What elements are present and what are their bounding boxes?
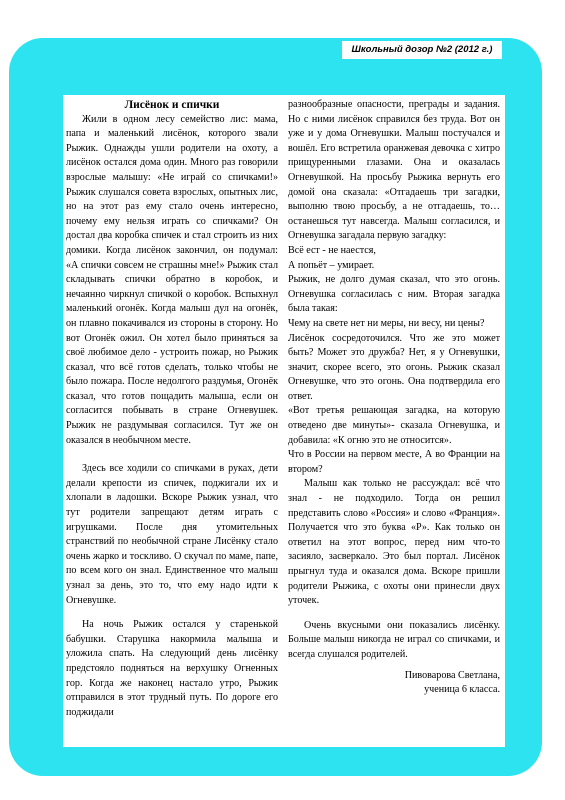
paragraph: Лисёнок сосредоточился. Что же это может быть? Может это дружба? Нет, я у Огневушки, значит, скорее всего, это огонь. Рыжик сказал Огневушке, что это огонь. Она подтвердила его ответ.	[288, 332, 500, 402]
paragraph: разнообразные опасности, преграды и задания. Но с ними лисёнок справился без труда. Вот он уже и у дома Огневушки. Малыш постучался и вошёл. Его встретила оранжевая девочка с хитро прищуренными глазами. Она и оказалась Огневушкой. На просьбу Рыжика вернуть его домой она сказала: «Отгадаешь три загадки, выполню твою просьбу, а не отгадаешь, то… останешься тут навсегда. Малыш согласился, и Огневушка загадала первую загадку:	[288, 99, 500, 242]
paragraph: Здесь все ходили со спичками в руках, дети делали крепости из спичек, поджигали их и хлопали в ладошки. Вскоре Рыжик узнал, что тут родители запрещают детям играть с игрушками. После дня утомительных странствий по необычной стране Лисёнку стало очень жарко и тоскливо. О скучал по маме, папе, по всем кого он знал. Единственное что малыш узнал за день, это то, что ему надо идти к Огневушке.	[66, 463, 278, 606]
author-signature	[288, 669, 500, 698]
right-column	[288, 98, 500, 698]
paragraph: Жили в одном лесу семейство лис: мама, папа и маленький лисёнок, которого звали Рыжик. Однажды ушли родители на охоту, а лисёнок остался дома один. Много раз говорили взрослые малышу: «Не играй со спичками!» Рыжик слушался совета взрослых, опытных лис, но на этот раз ему стало очень интересно, почему ему нельзя играть со спичками? Он достал два коробка спичек и стал строить из них домики. Когда лисёнок закончил, он подумал: «А спички совсем не страшны мне!» Рыжик стал складывать спички обратно в коробок, и нечаянно чиркнул спичкой о коробок. Вспыхнул маленький огонёк. Когда малыш дул на огонёк, он плавно покачивался из стороны в сторону. Но вот Огонёк ожил. Он хотел было приняться за своё любимое дело - устроить пожар, но Рыжик сказал, что всё готов сделать, только чтобы не было пожара. После недолгого раздумья, Огонёк сказал, что готов пощадить малыша, если он согласится побывать в стране Огневушек. Рыжик не раздумывая согласился. Тут же он оказался в необычном месте.	[66, 113, 278, 446]
left-column	[66, 98, 278, 720]
paragraph: «Вот третья решающая загадка, на которую отведено две минуты»- сказала Огневушка, и добавила: «К огню это не относится».	[288, 405, 500, 446]
author-name: Пивоварова Светлана,	[404, 669, 500, 681]
paragraph: На ночь Рыжик остался у старенькой бабушки. Старушка накормила малыша и уложила спать. На следующий день лисёнку предстояло подняться на верхушку Огненных гор. Когда же наконец настало утро, Рыжик отправился в этот трудный путь. По дороге его поджидали	[66, 619, 278, 718]
paragraph: Малыш как только не рассуждал: всё что знал - не подходило. Тогда он решил представить слово «Россия» и слово «Франция». Получается что это буква «Р». Как только он ответил на этот вопрос, перед ним что-то засияло, засверкало. Это был портал. Лисёнок прыгнул туда и оказался дома. Вскоре пришли родители Рыжика, с охоты они принесли двух уточек.	[288, 478, 500, 607]
riddle-line: Всё ест - не наестся,	[288, 244, 376, 256]
paragraph: Очень вкусными они показались лисёнку. Больше малыш никогда не играл со спичками, и всегда слушался родителей.	[288, 619, 500, 660]
issue-header: Школьный дозор №2 (2012 г.)	[342, 41, 502, 59]
article-page	[63, 95, 505, 747]
author-class: ученица 6 класса.	[424, 684, 500, 696]
riddle-line: Чему на свете нет ни меры, ни весу, ни цены?	[288, 317, 485, 329]
riddle-line: А попьёт – умирает.	[288, 259, 375, 271]
article-title: Лисёнок и спички	[124, 99, 220, 111]
paragraph: Рыжик, не долго думая сказал, что это огонь. Огневушка согласилась с ним. Вторая загадка была такая:	[288, 274, 500, 315]
riddle-line: Что в России на первом месте, А во Франции на втором?	[288, 449, 500, 475]
